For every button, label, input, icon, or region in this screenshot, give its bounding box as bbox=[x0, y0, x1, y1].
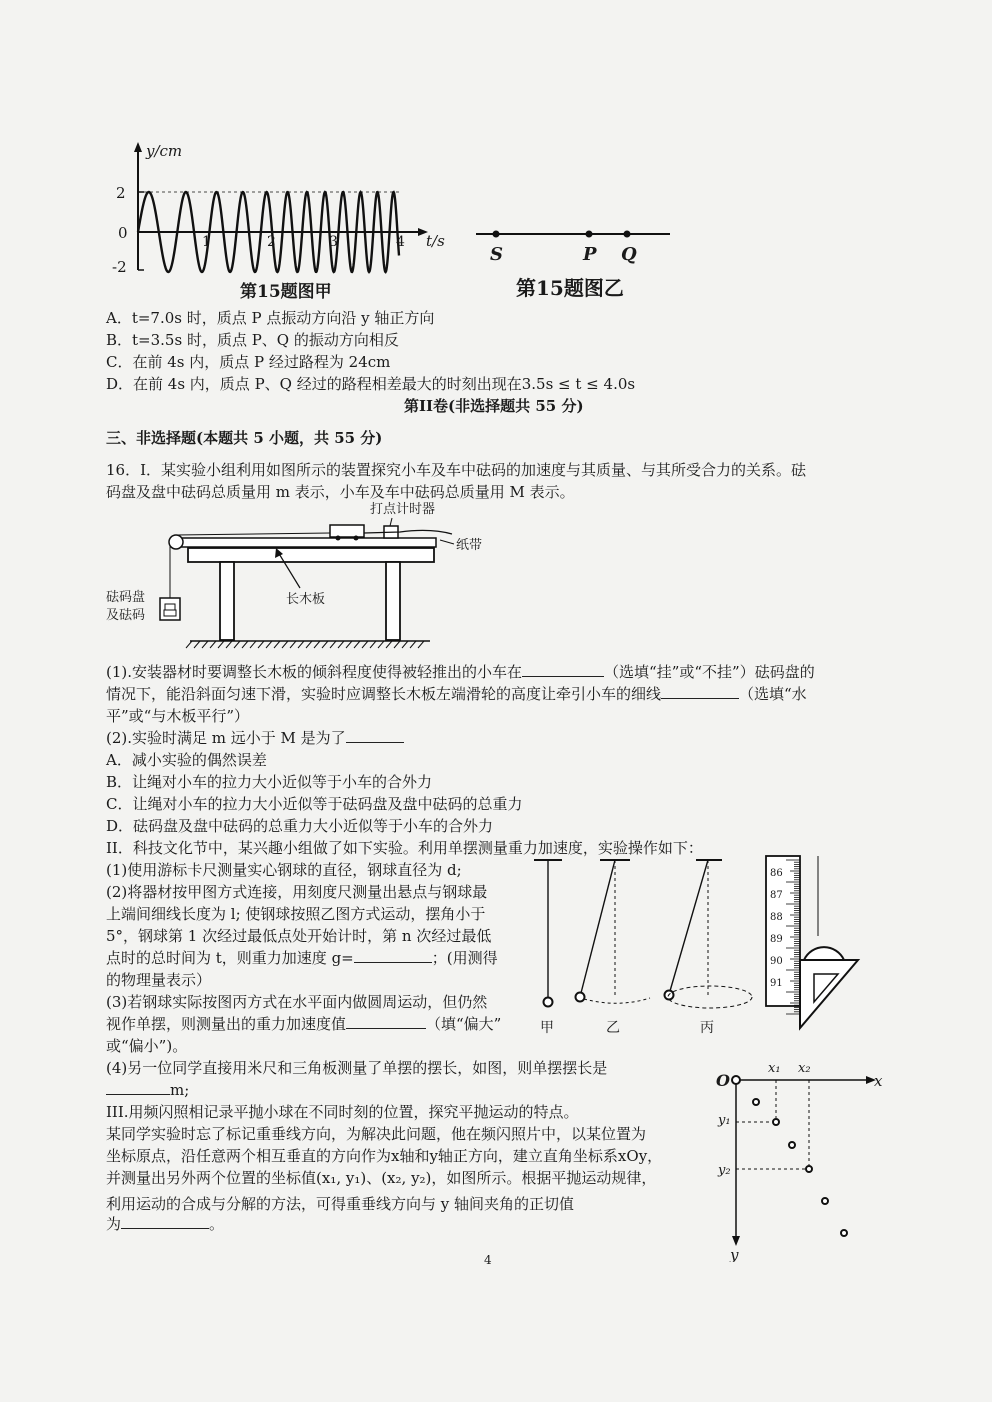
label-p: P bbox=[583, 244, 597, 265]
ruler-tick-86: 86 bbox=[770, 868, 783, 879]
pendulum-label-bing: 丙 bbox=[700, 1020, 714, 1036]
p3-line-1: III.用频闪照相记录平抛小球在不同时刻的位置，探究平抛运动的特点。 bbox=[106, 1103, 579, 1121]
fig15-yi-figure bbox=[474, 220, 674, 270]
p3-line-3: 坐标原点，沿任意两个相互垂直的方向作为x轴和y轴正方向，建立直角坐标系xOy， bbox=[106, 1147, 663, 1165]
set-square bbox=[800, 960, 858, 1028]
x-tick-4: 4 bbox=[396, 234, 405, 250]
ruler-tick-89: 89 bbox=[770, 934, 783, 945]
y-tick-0: 0 bbox=[118, 224, 128, 242]
q15-option-d: D．在前 4s 内，质点 P、Q 经过的路程相差最大的时刻出现在3.5s ≤ t ≤ 4.0s bbox=[106, 375, 636, 393]
answer-blank-g[interactable] bbox=[354, 948, 432, 963]
q16-sub2 bbox=[106, 728, 404, 748]
fig15-jia-graph bbox=[110, 140, 470, 280]
p2-text-h2: （填“偏大” bbox=[426, 1015, 502, 1033]
ruler-tick-87: 87 bbox=[770, 890, 783, 901]
p2-text-g2: ；(用测得 bbox=[431, 949, 498, 967]
sub2-option-c: C．让绳对小车的拉力大小近似等于砝码盘及盘中砝码的总重力 bbox=[106, 795, 523, 813]
sub2-option-b: B．让绳对小车的拉力大小近似等于小车的合外力 bbox=[106, 773, 433, 791]
p2-line-3: 上端间细线长度为 l; 使钢球按照乙图方式运动，摆角小于 bbox=[106, 905, 486, 923]
label-y2: y₂ bbox=[718, 1163, 731, 1178]
pendulum-label-jia: 甲 bbox=[540, 1020, 554, 1036]
p2-line-6: 的物理量表示） bbox=[106, 971, 212, 989]
label-y1: y₁ bbox=[718, 1113, 731, 1128]
p2-text-h: 视作单摆，则测量出的重力加速度值 bbox=[106, 1015, 347, 1033]
sub2-option-a: A．减小实验的偶然误差 bbox=[106, 751, 267, 769]
timer-label: 打点计时器 bbox=[370, 502, 436, 517]
p2-line-2: (2)将器材按甲图方式连接，用刻度尺测量出悬点与钢球最 bbox=[106, 883, 488, 901]
p2-line-8 bbox=[106, 1014, 501, 1034]
x-tick-2: 2 bbox=[267, 234, 276, 250]
point-p bbox=[586, 231, 593, 238]
label-y-axis: y bbox=[730, 1246, 739, 1262]
ruler-tick-88: 88 bbox=[770, 912, 783, 923]
board-label: 长木板 bbox=[286, 592, 326, 607]
point-2 bbox=[806, 1166, 812, 1172]
section3-title: 三、非选择题(本题共 5 小题，共 55 分) bbox=[106, 429, 383, 447]
q16-sub1-line1 bbox=[106, 662, 815, 682]
table-top bbox=[188, 548, 434, 562]
point-s bbox=[493, 231, 500, 238]
page-number: 4 bbox=[484, 1253, 492, 1267]
pendulum-figures bbox=[528, 852, 758, 1042]
paper-tape bbox=[364, 530, 452, 534]
coord-figure bbox=[712, 1056, 892, 1262]
label-x-axis: x bbox=[874, 1072, 883, 1090]
answer-blank-3[interactable] bbox=[346, 728, 404, 743]
q16-sub1-line2 bbox=[106, 684, 807, 704]
answer-blank-length[interactable] bbox=[106, 1080, 170, 1095]
label-s: S bbox=[490, 244, 503, 265]
weight-label-2: 及砝码 bbox=[106, 608, 146, 623]
p2-line-10: (4)另一位同学直接用米尺和三角板测量了单摆的摆长，如图，则单摆摆长是 bbox=[106, 1059, 608, 1077]
label-q: Q bbox=[621, 244, 637, 265]
answer-blank-tan[interactable] bbox=[121, 1214, 209, 1229]
point-1 bbox=[773, 1119, 779, 1125]
sub1-text-b: （选填“挂”或“不挂”）砝码盘的 bbox=[604, 663, 815, 681]
part2-intro: II．科技文化节中，某兴趣小组做了如下实验。利用单摆测量重力加速度，实验操作如下： bbox=[106, 839, 703, 857]
point-q bbox=[624, 231, 631, 238]
ball bbox=[804, 947, 844, 960]
answer-blank-2[interactable] bbox=[661, 684, 739, 699]
p2-line-1: (1)使用游标卡尺测量实心钢球的直径，钢球直径为 d; bbox=[106, 861, 462, 879]
p2-line-4: 5°，钢球第 1 次经过最低点处开始计时，第 n 次经过最低 bbox=[106, 927, 492, 945]
p3-line-2: 某同学实验时忘了标记重垂线方向，为解决此问题，他在频闪照片中，以某位置为 bbox=[106, 1125, 647, 1143]
p3-line-6 bbox=[106, 1214, 224, 1234]
p2-text-m: m; bbox=[170, 1081, 190, 1099]
y-axis-arrow bbox=[134, 142, 142, 152]
p2-line-11 bbox=[106, 1080, 189, 1100]
weight-box bbox=[160, 598, 180, 620]
x-axis-label: t/s bbox=[426, 232, 445, 250]
y-tick-2: 2 bbox=[116, 184, 126, 202]
sub1-text-c: 情况下，能沿斜面匀速下滑，实验时应调整长木板左端滑轮的高度让牵引小车的细线 bbox=[106, 685, 662, 703]
ruler-tick-90: 90 bbox=[770, 956, 783, 967]
x-tick-1: 1 bbox=[202, 234, 211, 250]
answer-blank-1[interactable] bbox=[522, 662, 604, 677]
label-x1: x₁ bbox=[768, 1061, 781, 1076]
caption-fig15-jia: 第15题图甲 bbox=[240, 282, 332, 302]
q15-option-a: A．t=7.0s 时，质点 P 点振动方向沿 y 轴正方向 bbox=[106, 309, 435, 327]
q16-intro-line1: 16．I．某实验小组利用如图所示的装置探究小车及车中砝码的加速度与其质量、与其所受合力的关系。砝 bbox=[106, 461, 807, 479]
q15-option-b: B．t=3.5s 时，质点 P、Q 的振动方向相反 bbox=[106, 331, 399, 349]
weight-label-1: 砝码盘 bbox=[106, 590, 146, 605]
p3-line-4: 并测量出另外两个位置的坐标值(x₁, y₁)、(x₂, y₂)，如图所示。根据平抛运动规律， bbox=[106, 1169, 657, 1187]
q15-option-c: C．在前 4s 内，质点 P 经过路程为 24cm bbox=[106, 353, 391, 371]
answer-blank-bias[interactable] bbox=[346, 1014, 426, 1029]
label-x2: x₂ bbox=[798, 1061, 811, 1076]
pendulum-label-yi: 乙 bbox=[606, 1020, 620, 1036]
q16-sub1-line3: 平”或“与木板平行”） bbox=[106, 707, 250, 725]
caption-fig15-yi: 第15题图乙 bbox=[516, 276, 624, 300]
y-tick-neg2: -2 bbox=[112, 258, 127, 276]
long-board bbox=[172, 538, 436, 547]
label-origin: O bbox=[716, 1071, 730, 1090]
sub1-text-a: (1).安装器材时要调整长木板的倾斜程度使得被轻推出的小车在 bbox=[106, 663, 523, 681]
sub2-text: (2).实验时满足 m 远小于 M 是为了 bbox=[106, 729, 346, 747]
y-axis-label: y/cm bbox=[146, 142, 183, 160]
p2-line-9: 或“偏小”)。 bbox=[106, 1037, 188, 1055]
tape-label: 纸带 bbox=[456, 538, 483, 553]
p2-line-7: (3)若钢球实际按图丙方式在水平面内做圆周运动，但仍然 bbox=[106, 993, 488, 1011]
cart bbox=[330, 525, 364, 537]
p2-text-g: 点时的总时间为 t，则重力加速度 g= bbox=[106, 949, 354, 967]
x-tick-3: 3 bbox=[329, 234, 338, 250]
ruler-and-triangle bbox=[760, 852, 870, 1036]
pulley bbox=[169, 535, 183, 549]
sub1-text-d: （选填“水 bbox=[739, 685, 807, 703]
p3-text-end: 。 bbox=[209, 1215, 225, 1233]
p2-line-5 bbox=[106, 948, 498, 968]
sub2-option-d: D．砝码盘及盘中砝码的总重力大小近似等于小车的合外力 bbox=[106, 817, 494, 835]
p3-line-5: 利用运动的合成与分解的方法，可得重垂线方向与 y 轴间夹角的正切值 bbox=[106, 1195, 575, 1213]
part2-title: 第II卷(非选择题共 55 分) bbox=[404, 397, 584, 415]
apparatus-figure bbox=[100, 500, 500, 650]
origin-point bbox=[732, 1076, 740, 1084]
q16-intro-line2: 码盘及盘中砝码总质量用 m 表示，小车及车中砝码总质量用 M 表示。 bbox=[106, 483, 575, 501]
ruler-tick-91: 91 bbox=[770, 978, 783, 989]
p3-text-wei: 为 bbox=[106, 1215, 122, 1233]
